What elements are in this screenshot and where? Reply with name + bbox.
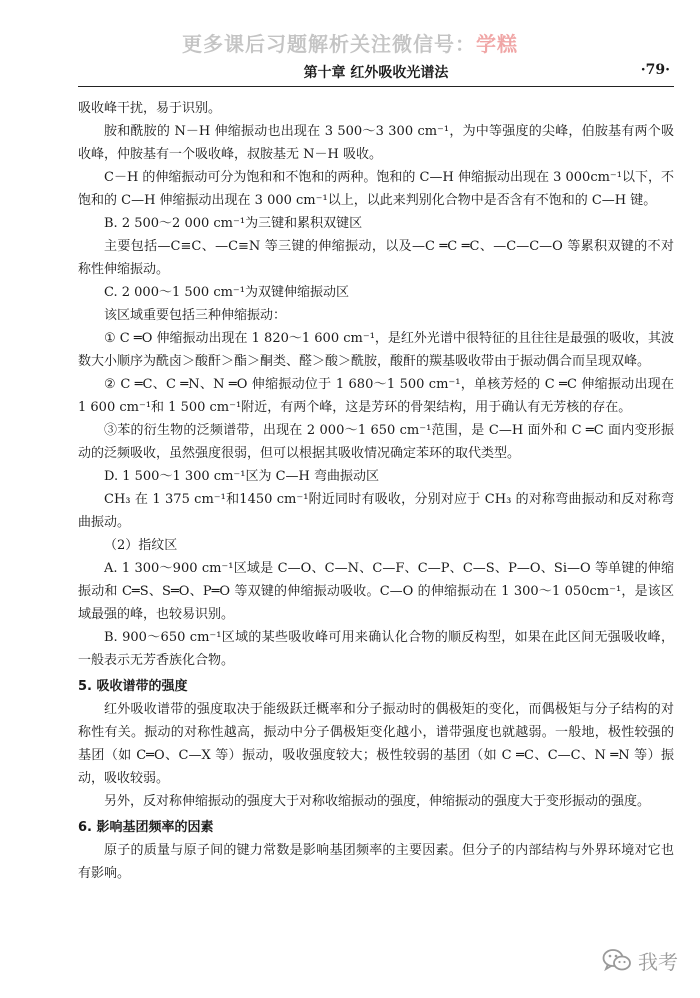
section-heading: （2）指纹区 <box>104 538 178 553</box>
paragraph: 该区域重要包括三种伸缩振动： <box>104 308 287 323</box>
paragraph: 另外，反对称伸缩振动的强度大于对称收缩振动的强度，伸缩振动的强度大于变形振动的强度。 <box>104 794 651 809</box>
section-heading: B. 2 500～2 000 cm⁻¹为三键和累积双键区 <box>104 216 363 231</box>
paragraph: 吸收峰干扰，易于识别。 <box>78 101 222 116</box>
wechat-account-label: 我考 <box>638 949 678 974</box>
wechat-icon <box>602 948 632 972</box>
paragraph: 红外吸收谱带的强度取决于能级跃迁概率和分子振动时的偶极矩的变化，而偶极矩与分子结构的对称性有关。振动的对称性越高，振动中分子偶极矩变化越小，谱带强度也就越弱。一般地，极性较强的基团（如 C═O、C—X 等）振动，吸收强度较大；极性较弱的基团（如 C ═C、C—C、N ═N 等）振动，吸收较弱。 <box>78 702 674 786</box>
paragraph: B. 900～650 cm⁻¹区域的某些吸收峰可用来确认化合物的顺反构型，如果在此区间无强吸收峰，一般表示无芳香族化合物。 <box>78 630 674 668</box>
section-heading: 5. 吸收谱带的强度 <box>78 679 188 694</box>
page-number: ·79· <box>640 62 670 78</box>
list-item: ③苯的衍生物的泛频谱带，出现在 2 000～1 650 cm⁻¹范围，是 C—H 面外和 C ═C 面内变形振动的泛频吸收，虽然强度很弱，但可以根据其吸收情况确定苯环的取代类型。 <box>78 423 674 461</box>
page-body <box>78 97 674 885</box>
paragraph: 胺和酰胺的 N－H 伸缩振动也出现在 3 500～3 300 cm⁻¹，为中等强度的尖峰，伯胺基有两个吸收峰，仲胺基有一个吸收峰，叔胺基无 N－H 吸收。 <box>78 124 674 162</box>
section-heading: C. 2 000～1 500 cm⁻¹为双键伸缩振动区 <box>104 285 349 300</box>
list-item: ① C ═O 伸缩振动出现在 1 820～1 600 cm⁻¹，是红外光谱中很特征的且往往是最强的吸收，其波数大小顺序为酰卤＞酸酐＞酯＞酮类、醛＞酸＞酰胺，酸酐的羰基吸收带由于振动偶合而呈现双峰。 <box>78 331 674 369</box>
paragraph: C－H 的伸缩振动可分为饱和和不饱和的两种。饱和的 C—H 伸缩振动出现在 3 000cm⁻¹以下，不饱和的 C—H 伸缩振动出现在 3 000 cm⁻¹以上，以此来判别化合物中是否含有不饱和的 C—H 键。 <box>78 170 674 208</box>
paragraph: A. 1 300～900 cm⁻¹区域是 C—O、C—N、C—F、C—P、C—S、P—O、Si—O 等单键的伸缩振动和 C═S、S═O、P═O 等双键的伸缩振动吸收。C—O 的伸缩振动在 1 300～1 050cm⁻¹，是该区域最强的峰，也较易识别。 <box>78 561 674 622</box>
section-heading: D. 1 500～1 300 cm⁻¹区为 C—H 弯曲振动区 <box>104 469 380 484</box>
list-item: ② C ═C、C ═N、N ═O 伸缩振动位于 1 680～1 500 cm⁻¹，单核芳烃的 C ═C 伸缩振动出现在 1 600 cm⁻¹和 1 500 cm⁻¹附近，有两个峰，这是芳环的骨架结构，用于确认有无芳核的存在。 <box>78 377 674 415</box>
chapter-title: 第十章 红外吸收光谱法 <box>303 65 449 81</box>
section-heading: 6. 影响基团频率的因素 <box>78 820 214 835</box>
paragraph: 主要包括—C≡C、—C≡N 等三键的伸缩振动，以及—C ═C ═C、—C—C—O 等累积双键的不对称性伸缩振动。 <box>78 239 674 277</box>
wechat-watermark <box>602 946 678 974</box>
page-header <box>78 60 674 87</box>
watermark-account-name: 学糕 <box>476 32 518 56</box>
paragraph: 原子的质量与原子间的键力常数是影响基团频率的主要因素。但分子的内部结构与外界环境对它也有影响。 <box>78 843 674 881</box>
watermark-prefix: 更多课后习题解析关注微信号： <box>182 32 476 56</box>
watermark-banner <box>0 28 700 57</box>
paragraph: CH₃ 在 1 375 cm⁻¹和1450 cm⁻¹附近同时有吸收，分别对应于 CH₃ 的对称弯曲振动和反对称弯曲振动。 <box>78 492 674 530</box>
